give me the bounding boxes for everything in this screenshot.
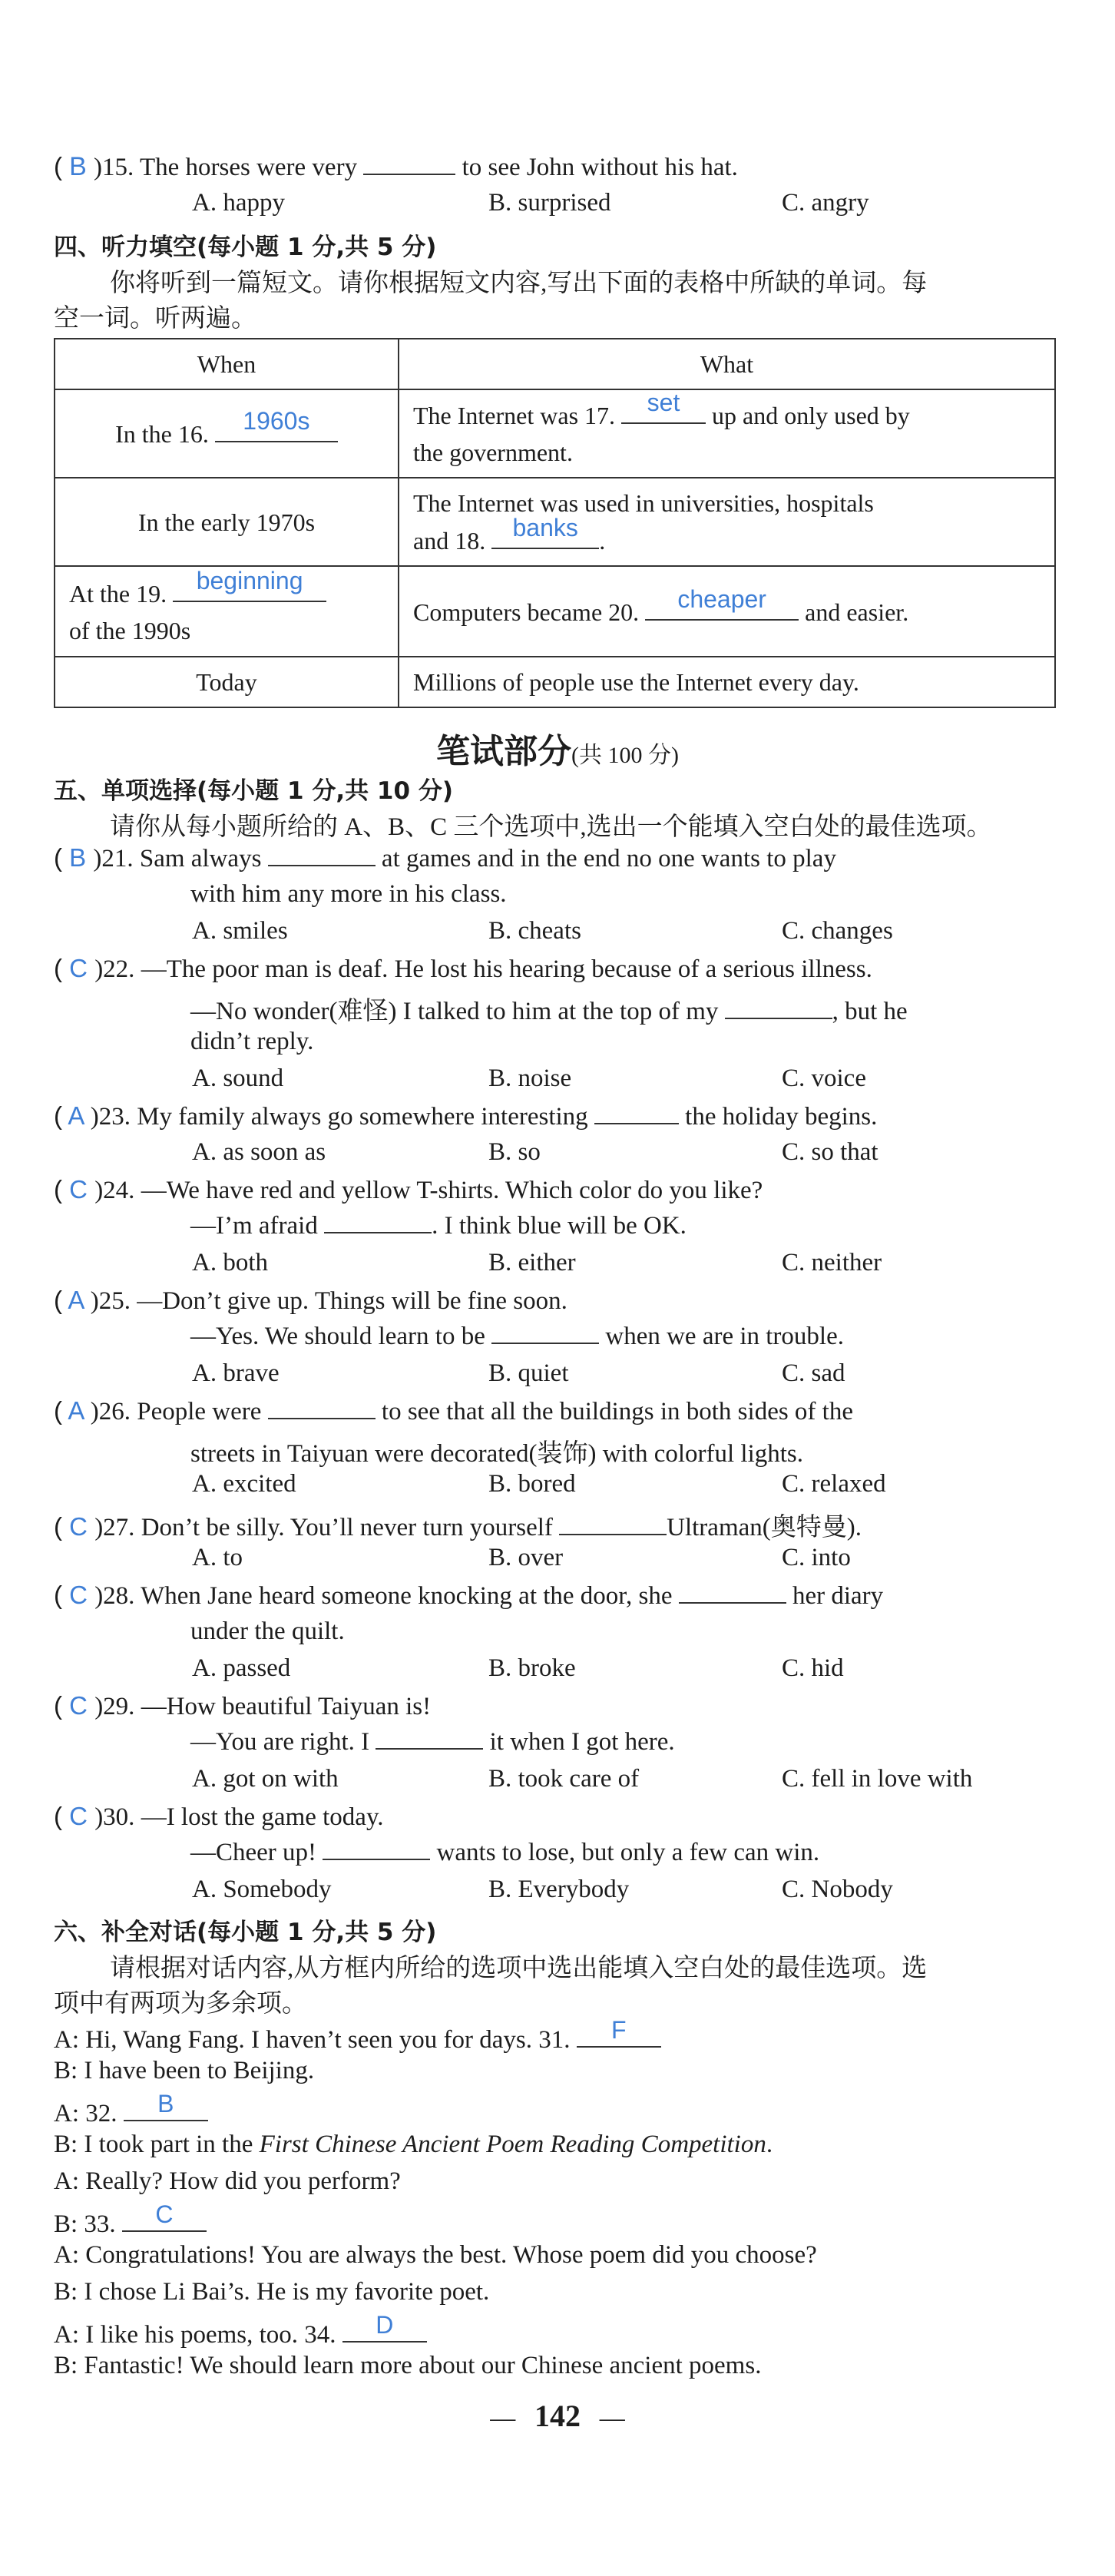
option-b: B. either [488, 1249, 576, 1276]
dialog-line-7: A: Congratulations! You are always the best. Whose poem did you choose? [54, 2241, 817, 2269]
header-what: What [399, 339, 1055, 389]
question-23: ( A )23. My family always go somewhere interesting the holiday begins. [54, 1101, 878, 1131]
option-c: C. changes [782, 917, 893, 945]
question-28: ( C )28. When Jane heard someone knocking at the door, she her diary [54, 1581, 884, 1610]
question-21-line2: with him any more in his class. [190, 880, 507, 908]
option-a: A. happy [192, 189, 285, 217]
answer-blank[interactable] [268, 1418, 376, 1419]
option-b: B. over [488, 1544, 564, 1571]
option-b: B. cheats [488, 917, 581, 945]
question-26-line2: streets in Taiyuan were decorated(装饰) with colorful lights. [190, 1440, 804, 1468]
answer-mark: B [69, 152, 87, 181]
answer-blank-18[interactable]: banks [491, 521, 599, 549]
answer-blank-32[interactable]: B [124, 2094, 208, 2121]
answer-blank-19[interactable]: beginning [173, 574, 326, 602]
dialog-line-1: A: Hi, Wang Fang. I haven’t seen you for days. 31. F [54, 2020, 661, 2055]
answer-mark: C [69, 1802, 88, 1830]
answer-blank[interactable] [559, 1534, 667, 1535]
question-22: ( C )22. —The poor man is deaf. He lost his hearing because of a serious illness. [54, 954, 872, 983]
row3-what: Computers became 20. cheaper and easier. [399, 566, 1055, 657]
answer-blank[interactable] [268, 865, 376, 866]
question-22-line2: —No wonder(难怪) I talked to him at the top of my , but he [190, 998, 908, 1025]
question-24-line2: —I’m afraid . I think blue will be OK. [190, 1212, 687, 1240]
dialog-line-2: B: I have been to Beijing. [54, 2057, 315, 2084]
question-27: ( C )27. Don’t be silly. You’ll never turn yourself Ultraman(奥特曼). [54, 1512, 862, 1541]
answer-blank[interactable] [491, 1343, 599, 1344]
section-4-title: 四、听力填空(每小题 1 分,共 5 分) [54, 233, 437, 261]
answer-blank[interactable] [594, 1123, 679, 1124]
row2-when: In the early 1970s [55, 478, 399, 566]
answer-blank-34[interactable]: D [342, 2315, 427, 2343]
option-c: C. voice [782, 1065, 866, 1092]
row3-when: At the 19. beginning of the 1990s [55, 566, 399, 657]
option-b: B. noise [488, 1065, 572, 1092]
answer-mark: B [69, 843, 87, 872]
option-c: C. relaxed [782, 1470, 886, 1498]
option-c: C. Nobody [782, 1876, 893, 1903]
option-a: A. excited [192, 1470, 296, 1498]
question-22-line3: didn’t reply. [190, 1028, 314, 1055]
answer-blank-17[interactable]: set [621, 396, 706, 424]
dialog-line-5: A: Really? How did you perform? [54, 2167, 401, 2195]
answer-blank-31[interactable]: F [577, 2020, 661, 2048]
section-6-instruction: 请根据对话内容,从方框内所给的选项中选出能填入空白处的最佳选项。选 [110, 1955, 928, 1982]
section-5-title: 五、单项选择(每小题 1 分,共 10 分) [54, 777, 453, 805]
row1-when: In the 16. 1960s [55, 389, 399, 478]
option-c: C. angry [782, 189, 869, 217]
answer-mark: C [69, 1175, 88, 1204]
written-section-heading: 笔试部分(共 100 分) [436, 732, 679, 771]
row2-what: The Internet was used in universities, hospitals and 18. banks . [399, 478, 1055, 566]
option-b: B. bored [488, 1470, 576, 1498]
section-6-instruction-cont: 项中有两项为多余项。 [54, 1990, 307, 2018]
dialog-line-9: A: I like his poems, too. 34. D [54, 2315, 427, 2349]
answer-blank[interactable] [323, 1859, 430, 1860]
option-b: B. took care of [488, 1765, 640, 1793]
answer-blank-33[interactable]: C [122, 2204, 207, 2232]
question-30: ( C )30. —I lost the game today. [54, 1802, 384, 1831]
option-b: B. surprised [488, 189, 611, 217]
option-a: A. got on with [192, 1765, 339, 1793]
dialog-line-3: A: 32. B [54, 2094, 208, 2128]
option-a: A. Somebody [192, 1876, 332, 1903]
answer-mark: A [68, 1396, 84, 1425]
question-25: ( A )25. —Don’t give up. Things will be fine soon. [54, 1286, 567, 1315]
option-b: B. Everybody [488, 1876, 630, 1903]
option-c: C. so that [782, 1138, 878, 1166]
row1-what: The Internet was 17. set up and only used by the government. [399, 389, 1055, 478]
answer-blank[interactable] [725, 1018, 832, 1019]
option-b: B. broke [488, 1654, 576, 1682]
dialog-line-4: B: I took part in the First Chinese Ancient Poem Reading Competition. [54, 2131, 773, 2158]
answer-mark: C [69, 1512, 88, 1541]
section-5-instruction: 请你从每小题所给的 A、B、C 三个选项中,选出一个能填入空白处的最佳选项。 [110, 813, 992, 841]
option-c: C. neither [782, 1249, 882, 1276]
option-a: A. as soon as [192, 1138, 326, 1166]
row4-what: Millions of people use the Internet every day. [399, 657, 1055, 707]
question-24: ( C )24. —We have red and yellow T-shirts. Which color do you like? [54, 1175, 763, 1204]
answer-blank[interactable] [679, 1602, 786, 1604]
option-a: A. both [192, 1249, 268, 1276]
option-a: A. to [192, 1544, 243, 1571]
answer-mark: C [69, 1581, 88, 1609]
answer-blank[interactable] [363, 174, 455, 175]
option-a: A. brave [192, 1359, 280, 1387]
question-26: ( A )26. People were to see that all the buildings in both sides of the [54, 1396, 853, 1425]
question-21: ( B )21. Sam always at games and in the end no one wants to play [54, 843, 836, 872]
answer-mark: C [69, 1691, 88, 1720]
dialog-line-6: B: 33. C [54, 2204, 207, 2239]
option-a: A. smiles [192, 917, 288, 945]
section-6-title: 六、补全对话(每小题 1 分,共 5 分) [54, 1919, 437, 1946]
page-number: — 142 — [490, 2399, 625, 2433]
answer-mark: A [68, 1101, 84, 1130]
option-c: C. hid [782, 1654, 844, 1682]
option-a: A. sound [192, 1065, 284, 1092]
dialog-line-8: B: I chose Li Bai’s. He is my favorite poet. [54, 2278, 490, 2306]
answer-blank[interactable] [324, 1232, 432, 1233]
section-4-instruction-cont: 空一词。听两遍。 [54, 305, 256, 333]
option-a: A. passed [192, 1654, 291, 1682]
question-29: ( C )29. —How beautiful Taiyuan is! [54, 1691, 432, 1720]
question-15: ( B )15. The horses were very to see John without his hat. [54, 152, 738, 181]
option-b: B. quiet [488, 1359, 569, 1387]
section-4-instruction: 你将听到一篇短文。请你根据短文内容,写出下面的表格中所缺的单词。每 [110, 270, 928, 297]
answer-mark: A [68, 1286, 84, 1314]
answer-blank[interactable] [376, 1748, 483, 1750]
answer-blank-16[interactable]: 1960s [215, 415, 338, 442]
answer-blank-20[interactable]: cheaper [645, 593, 799, 621]
question-28-line2: under the quilt. [190, 1617, 345, 1645]
option-c: C. into [782, 1544, 851, 1571]
row4-when: Today [55, 657, 399, 707]
listening-table [54, 338, 1056, 708]
header-when: When [55, 339, 399, 389]
question-30-line2: —Cheer up! wants to lose, but only a few can win. [190, 1839, 820, 1866]
option-b: B. so [488, 1138, 541, 1166]
option-c: C. sad [782, 1359, 845, 1387]
answer-mark: C [69, 954, 88, 982]
dialog-line-10: B: Fantastic! We should learn more about our Chinese ancient poems. [54, 2352, 762, 2379]
question-25-line2: —Yes. We should learn to be when we are in trouble. [190, 1323, 844, 1350]
option-c: C. fell in love with [782, 1765, 973, 1793]
question-29-line2: —You are right. I it when I got here. [190, 1728, 675, 1756]
